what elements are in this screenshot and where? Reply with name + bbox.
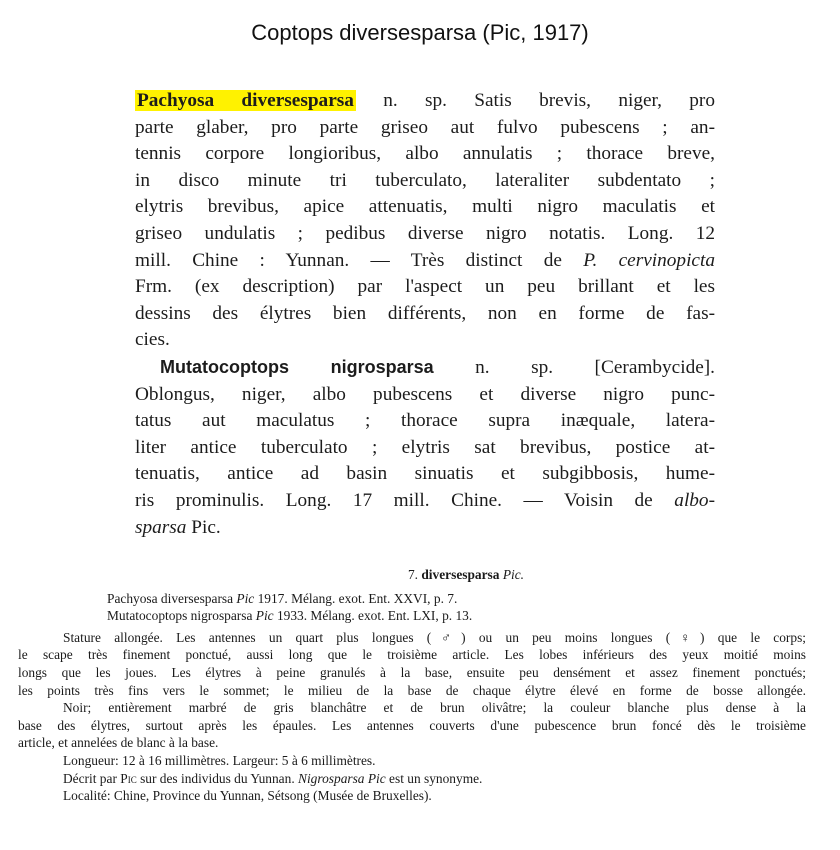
text-line: tatus aut maculatus ; thorace supra inæquale, latera- [135,410,715,432]
text-line: sparsa Pic. [135,516,221,538]
revision-excerpt [18,566,820,805]
text-line: le scape très finement ponctué, aussi long que le troisième article. Les lobes inférieurs des yeux moitié moins [18,647,806,663]
text-line: Pachyosa diversesparsa n. sp. Satis brevis, niger, pro [137,90,715,111]
species-name: Mutatocoptops nigrosparsa [160,356,434,377]
text-line: article, et annelées de blanc à la base. [18,735,219,751]
text-line: Oblongus, niger, albo pubescens et diverse nigro punc- [135,383,715,405]
text-line: Longueur: 12 à 16 millimètres. Largeur: 5 à 6 millimètres. [63,752,376,768]
text-line: longs que les joues. Les élytres à peine granulés à la base, ensuite peu densément et assez finement ponctués; [18,664,806,680]
text-line: base des élytres, surtout après les épaules. Les antennes couverts d'une pubescence brun foncé dès le troisième [18,717,806,733]
text-line: mill. Chine : Yunnan. — Très distinct de P. cervinopicta [135,249,715,271]
text-line: Frm. (ex description) par l'aspect un peu brillant et les [135,276,715,298]
text-line: Décrit par Pic sur des individus du Yunnan. Nigrosparsa Pic est un synonyme. [63,770,483,786]
text-line: les points très fins vers le sommet; le milieu de la base de chaque élytre élevé en forme de bosse allongée. [18,682,806,698]
text-line: ris prominulis. Long. 17 mill. Chine. — Voisin de albo- [135,489,715,511]
synonym-line: Pachyosa diversesparsa Pic 1917. Mélang. exot. Ent. XXVI, p. 7. [107,590,458,606]
text-line: tennis corpore longioribus, albo annulatis ; thorace breve, [135,143,715,165]
text-line: elytris brevibus, apice attenuatis, multi nigro maculatis et [135,196,715,218]
text-line: in disco minute tri tuberculato, lateraliter subdentato ; [135,169,715,191]
text-line: tenuatis, antice ad basin sinuatis et subgibbosis, hume- [135,463,715,485]
original-description-excerpt [135,88,715,541]
text-line: cies. [135,329,170,351]
text-line: dessins des élytres bien différents, non en forme de fas- [135,302,715,324]
section-heading: 7. diversesparsa Pic. [407,567,525,582]
highlighted-species-name: Pachyosa diversesparsa [137,90,354,111]
text-line: Localité: Chine, Province du Yunnan, Sétsong (Musée de Bruxelles). [63,788,432,804]
synonym-line: Mutatocoptops nigrosparsa Pic 1933. Mélang. exot. Ent. LXI, p. 13. [107,608,473,624]
text-line: griseo undulatis ; pedibus diverse nigro notatis. Long. 12 [135,222,715,244]
text-line: Noir; entièrement marbré de gris blanchâtre et de brun olivâtre; la couleur blanche plus dense à la [63,700,806,716]
text-line: Stature allongée. Les antennes un quart plus longues (♂) ou un peu moins longues (♀) que le corps; [63,629,806,645]
text-line: parte glaber, pro parte griseo aut fulvo pubescens ; an- [135,116,715,138]
text-line: Mutatocoptops nigrosparsa n. sp. [Cerambycide]. [160,356,716,378]
text-line: liter antice tuberculato ; elytris sat brevibus, postice at- [135,436,715,458]
page-title: Coptops diversesparsa (Pic, 1917) [251,20,589,45]
